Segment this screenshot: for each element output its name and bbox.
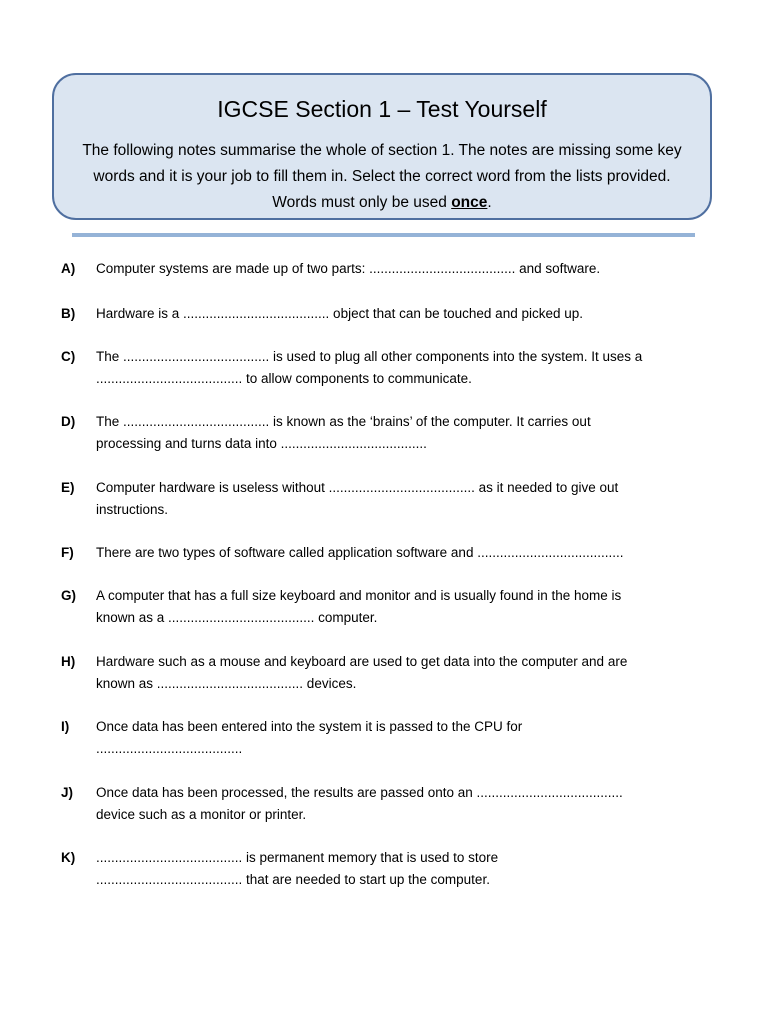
question-letter: C) [61,349,76,364]
question-text: Computer hardware is useless without ....................................... as it needed to give out [96,480,619,495]
question-letter: B) [61,306,76,321]
question-text-continued: known as ....................................... devices. [96,676,357,691]
question-text: There are two types of software called application software and ....................................... [96,545,624,560]
question-letter: H) [61,654,76,669]
question-text-continued: ....................................... to allow components to communicate. [96,371,472,386]
question-text-continued: device such as a monitor or printer. [96,807,307,822]
instructions-text [82,138,682,216]
question-text: ....................................... is permanent memory that is used to store [96,850,499,865]
question-letter: F) [61,545,74,560]
question-letter: E) [61,480,75,495]
question-text: The ....................................... is known as the ‘brains’ of the computer. It carries out [96,414,591,429]
question-letter: J) [61,785,74,800]
question-letter: D) [61,414,76,429]
question-text-continued: processing and turns data into ....................................... [96,436,427,451]
question-text: A computer that has a full size keyboard and monitor and is usually found in the home is [96,588,622,603]
instructions-text-start: The following notes summarise the whole of section 1. The notes are missing some key words and it is your job to fill them in. Select the correct word from the lists provided. Words must only be used [82,142,682,211]
question-letter: I) [61,719,70,734]
question-letter: G) [61,588,76,603]
question-letter: K) [61,850,76,865]
divider-rule [72,233,695,237]
instructions-emphasis: once [451,194,488,211]
question-text: The ....................................... is used to plug all other components into the system. It uses a [96,349,643,364]
question-text-continued: ....................................... [96,741,243,756]
question-text: Hardware is a ....................................... object that can be touched and picked up. [96,306,583,321]
instructions-box [52,73,712,220]
page-title: IGCSE Section 1 – Test Yourself [217,96,547,122]
question-text: Computer systems are made up of two parts: ....................................... and software. [96,261,601,276]
question-text: Once data has been processed, the results are passed onto an ....................................... [96,785,623,800]
question-text-continued: instructions. [96,502,169,517]
question-letter: A) [61,261,76,276]
instructions-text-end: . [487,194,492,211]
question-text-continued: known as a ....................................... computer. [96,610,378,625]
question-text-continued: ....................................... that are needed to start up the computer. [96,872,490,887]
question-text: Once data has been entered into the system it is passed to the CPU for [96,719,523,734]
question-text: Hardware such as a mouse and keyboard are used to get data into the computer and are [96,654,628,669]
